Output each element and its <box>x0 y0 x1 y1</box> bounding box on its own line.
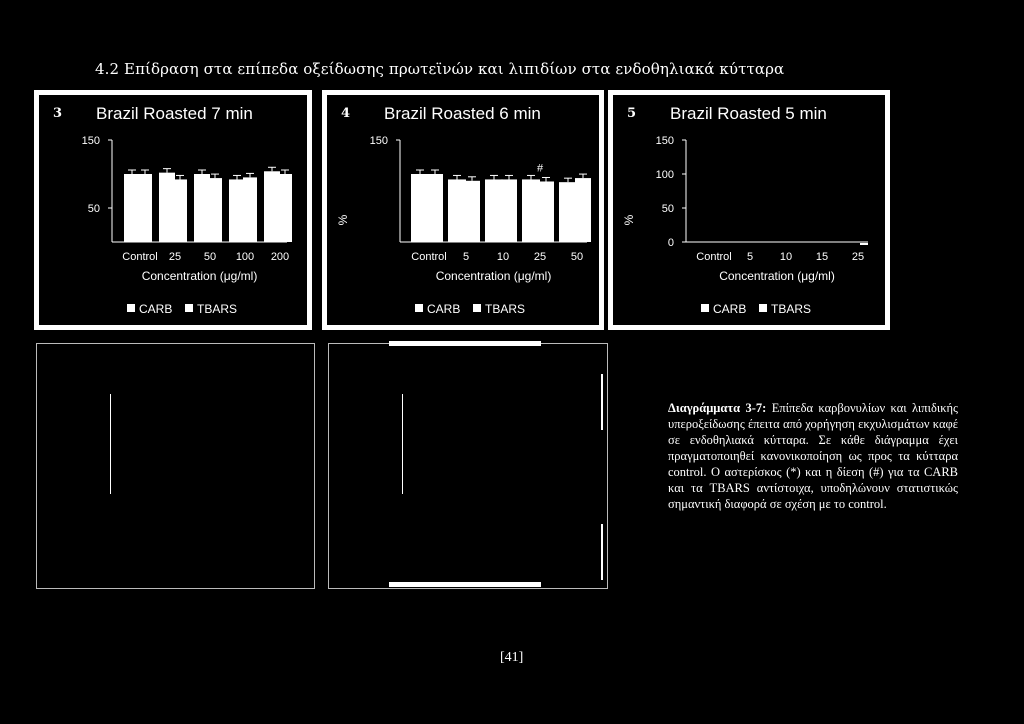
y-axis-label: % <box>336 214 350 226</box>
bar-tbars <box>208 178 222 242</box>
chart-frame-6 <box>36 343 315 589</box>
bar-carb <box>485 179 503 242</box>
frame-edge <box>601 524 603 580</box>
bar-carb <box>411 174 429 242</box>
x-tick-label: 15 <box>815 251 829 263</box>
bar-tbars <box>575 178 591 242</box>
chart-title: Brazil Roasted 5 min <box>670 104 827 123</box>
frame-edge <box>601 374 603 430</box>
chart-3-svg <box>39 95 307 325</box>
y-axis-label: % <box>622 214 636 226</box>
panel-number: 5 <box>627 106 637 121</box>
significance-mark: # <box>536 162 544 175</box>
bar-carb <box>448 179 466 242</box>
bar-tbars <box>538 181 554 242</box>
legend-swatch-carb <box>415 304 423 312</box>
frame-edge <box>389 341 541 346</box>
bar-carb <box>264 171 280 242</box>
caption-text: Επίπεδα καρβονυλίων και λιπιδικής υπεροξείδωσης έπειτα από χορήγηση εκχυλισμάτων καφέ σε ενδοθηλιακά κύτταρα. Σε κάθε διάγραμμα έχει πραγματοποιηθεί κανονικοποίηση ως προς τα κύτταρα control. Ο αστερίσκος (*) και η δίεση (#) για τα CARB και τα TBARS αντίστοιχα, υποδηλώνουν στατιστικώς σημαντική διαφορά σε σχέση με το control. <box>668 401 958 511</box>
bar-tbars <box>501 179 517 242</box>
chart-frame-7 <box>328 343 608 589</box>
bar-tbars <box>464 181 480 242</box>
x-tick-label: 25 <box>533 251 547 263</box>
x-tick-label: 50 <box>203 251 217 263</box>
x-tick-label: 50 <box>570 251 584 263</box>
bar-carb <box>124 174 140 242</box>
bar-carb <box>194 174 210 242</box>
panel-number: 4 <box>341 106 351 121</box>
x-tick-label: 5 <box>746 251 754 263</box>
frame-edge <box>389 582 541 587</box>
legend-label-tbars: TBARS <box>771 302 812 316</box>
chart-title: Brazil Roasted 6 min <box>384 104 541 123</box>
page-number: [41] <box>500 650 524 665</box>
legend-swatch-tbars <box>473 304 481 312</box>
x-tick-label: 100 <box>235 251 255 263</box>
legend-label-carb: CARB <box>427 302 461 316</box>
legend-swatch-carb <box>127 304 135 312</box>
x-tick-label: 200 <box>270 251 290 263</box>
x-tick-label: 5 <box>462 251 470 263</box>
bar-carb <box>522 179 540 242</box>
legend-label-carb: CARB <box>139 302 173 316</box>
legend-label-tbars: TBARS <box>485 302 526 316</box>
x-tick-label: 25 <box>851 251 865 263</box>
y-tick-label: 150 <box>81 135 100 147</box>
chart-4-svg <box>327 95 599 325</box>
bar-tbars <box>138 174 152 242</box>
chart-panel-4 <box>322 90 604 330</box>
panel-number: 3 <box>53 106 63 121</box>
bar-tbars <box>278 174 292 242</box>
bar-carb <box>229 179 245 242</box>
x-axis-label: Concentration (μg/ml) <box>435 269 552 283</box>
chart-5-svg <box>613 95 885 325</box>
y-tick-label: 50 <box>661 203 674 215</box>
legend-swatch-carb <box>701 304 709 312</box>
x-axis-label: Concentration (μg/ml) <box>719 269 835 283</box>
y-tick-label: 0 <box>667 237 674 249</box>
axis-line <box>402 394 403 494</box>
legend-label-tbars: TBARS <box>197 302 238 316</box>
x-tick-label: Control <box>122 251 158 263</box>
x-axis-label: Concentration (μg/ml) <box>141 269 258 283</box>
bar-carb <box>159 173 175 242</box>
x-tick-label: 25 <box>168 251 182 263</box>
axis-line <box>110 394 111 494</box>
section-heading: 4.2 Επίδραση στα επίπεδα οξείδωσης πρωτεϊνών και λιπιδίων στα ενδοθηλιακά κύτταρα <box>95 60 785 78</box>
y-tick-label: 50 <box>87 203 100 215</box>
bar-tbars <box>173 179 187 242</box>
bar-tbars <box>427 174 443 242</box>
y-tick-label: 100 <box>655 169 674 181</box>
caption-label: Διαγράμματα 3-7: <box>668 401 767 415</box>
chart-title: Brazil Roasted 7 min <box>96 104 253 123</box>
legend-swatch-tbars <box>185 304 193 312</box>
chart-panel-3 <box>34 90 312 330</box>
x-tick-label: 10 <box>496 251 510 263</box>
x-tick-label: 10 <box>779 251 793 263</box>
y-tick-label: 150 <box>655 135 674 147</box>
y-tick-label: 150 <box>369 135 388 147</box>
x-tick-label: Control <box>696 251 732 263</box>
bar-carb <box>559 182 577 242</box>
x-tick-label: Control <box>411 251 447 263</box>
legend-label-carb: CARB <box>713 302 747 316</box>
bar-tbars <box>243 177 257 242</box>
chart-panel-5 <box>608 90 890 330</box>
legend-swatch-tbars <box>759 304 767 312</box>
figure-caption <box>668 400 958 512</box>
